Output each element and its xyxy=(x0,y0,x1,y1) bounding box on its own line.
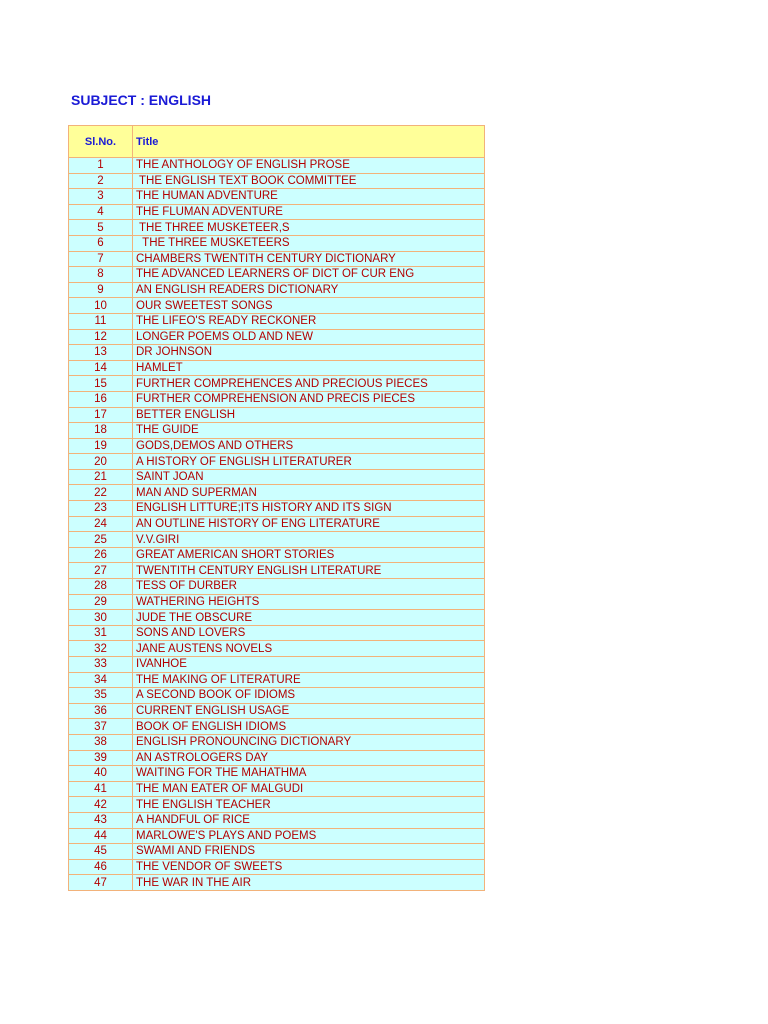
table-row xyxy=(69,423,485,439)
table-body xyxy=(69,158,485,891)
cell-title: THE ANTHOLOGY OF ENGLISH PROSE xyxy=(133,158,485,174)
cell-slno: 26 xyxy=(69,547,133,563)
cell-slno: 11 xyxy=(69,313,133,329)
table-row xyxy=(69,844,485,860)
cell-slno: 16 xyxy=(69,391,133,407)
table-row xyxy=(69,235,485,251)
table-row xyxy=(69,158,485,174)
cell-title: JUDE THE OBSCURE xyxy=(133,610,485,626)
cell-title: BETTER ENGLISH xyxy=(133,407,485,423)
column-header-slno: Sl.No. xyxy=(69,126,133,158)
cell-title: ENGLISH LITTURE;ITS HISTORY AND ITS SIGN xyxy=(133,501,485,517)
cell-slno: 15 xyxy=(69,376,133,392)
cell-slno: 35 xyxy=(69,688,133,704)
cell-slno: 9 xyxy=(69,282,133,298)
cell-slno: 30 xyxy=(69,610,133,626)
cell-title: WATHERING HEIGHTS xyxy=(133,594,485,610)
table-row xyxy=(69,812,485,828)
cell-slno: 31 xyxy=(69,625,133,641)
cell-slno: 42 xyxy=(69,797,133,813)
cell-slno: 34 xyxy=(69,672,133,688)
table-row xyxy=(69,766,485,782)
cell-slno: 4 xyxy=(69,204,133,220)
cell-title: TWENTITH CENTURY ENGLISH LITERATURE xyxy=(133,563,485,579)
cell-title: THE LIFEO'S READY RECKONER xyxy=(133,313,485,329)
cell-slno: 37 xyxy=(69,719,133,735)
cell-slno: 25 xyxy=(69,532,133,548)
cell-slno: 45 xyxy=(69,844,133,860)
cell-title: LONGER POEMS OLD AND NEW xyxy=(133,329,485,345)
cell-slno: 10 xyxy=(69,298,133,314)
cell-title: HAMLET xyxy=(133,360,485,376)
table-row xyxy=(69,345,485,361)
table-row xyxy=(69,828,485,844)
table-row xyxy=(69,610,485,626)
table-row xyxy=(69,547,485,563)
table-row xyxy=(69,657,485,673)
cell-slno: 32 xyxy=(69,641,133,657)
cell-slno: 28 xyxy=(69,579,133,595)
cell-title: FURTHER COMPREHENSION AND PRECIS PIECES xyxy=(133,391,485,407)
table-row xyxy=(69,407,485,423)
cell-slno: 12 xyxy=(69,329,133,345)
table-row xyxy=(69,781,485,797)
cell-slno: 41 xyxy=(69,781,133,797)
cell-slno: 22 xyxy=(69,485,133,501)
cell-title: THE HUMAN ADVENTURE xyxy=(133,189,485,205)
table-header-row xyxy=(69,126,485,158)
table-row xyxy=(69,485,485,501)
table-row xyxy=(69,532,485,548)
cell-slno: 21 xyxy=(69,469,133,485)
cell-title: CURRENT ENGLISH USAGE xyxy=(133,703,485,719)
cell-title: ENGLISH PRONOUNCING DICTIONARY xyxy=(133,734,485,750)
table-row xyxy=(69,703,485,719)
cell-slno: 13 xyxy=(69,345,133,361)
cell-title: THE ADVANCED LEARNERS OF DICT OF CUR ENG xyxy=(133,267,485,283)
cell-slno: 44 xyxy=(69,828,133,844)
cell-title: OUR SWEETEST SONGS xyxy=(133,298,485,314)
cell-title: THE WAR IN THE AIR xyxy=(133,875,485,891)
table-row xyxy=(69,267,485,283)
cell-slno: 1 xyxy=(69,158,133,174)
cell-title: GREAT AMERICAN SHORT STORIES xyxy=(133,547,485,563)
table-row xyxy=(69,220,485,236)
table-row xyxy=(69,329,485,345)
cell-slno: 43 xyxy=(69,812,133,828)
cell-slno: 2 xyxy=(69,173,133,189)
cell-slno: 14 xyxy=(69,360,133,376)
cell-title: A SECOND BOOK OF IDIOMS xyxy=(133,688,485,704)
cell-title: JANE AUSTENS NOVELS xyxy=(133,641,485,657)
table-row xyxy=(69,282,485,298)
table-row xyxy=(69,438,485,454)
table-row xyxy=(69,298,485,314)
table-row xyxy=(69,251,485,267)
page-title: SUBJECT : ENGLISH xyxy=(71,92,212,108)
cell-title: TESS OF DURBER xyxy=(133,579,485,595)
table-row xyxy=(69,875,485,891)
table-row xyxy=(69,594,485,610)
cell-slno: 47 xyxy=(69,875,133,891)
cell-title: SONS AND LOVERS xyxy=(133,625,485,641)
cell-slno: 3 xyxy=(69,189,133,205)
cell-title: THE ENGLISH TEXT BOOK COMMITTEE xyxy=(133,173,485,189)
cell-title: CHAMBERS TWENTITH CENTURY DICTIONARY xyxy=(133,251,485,267)
cell-title: SWAMI AND FRIENDS xyxy=(133,844,485,860)
table-row xyxy=(69,579,485,595)
cell-slno: 39 xyxy=(69,750,133,766)
cell-title: V.V.GIRI xyxy=(133,532,485,548)
cell-title: WAITING FOR THE MAHATHMA xyxy=(133,766,485,782)
cell-slno: 7 xyxy=(69,251,133,267)
cell-title: BOOK OF ENGLISH IDIOMS xyxy=(133,719,485,735)
cell-title: AN ENGLISH READERS DICTIONARY xyxy=(133,282,485,298)
table-row xyxy=(69,376,485,392)
table-row xyxy=(69,501,485,517)
cell-title: SAINT JOAN xyxy=(133,469,485,485)
column-header-title: Title xyxy=(133,126,485,158)
table-row xyxy=(69,360,485,376)
table-row xyxy=(69,313,485,329)
cell-slno: 18 xyxy=(69,423,133,439)
cell-slno: 46 xyxy=(69,859,133,875)
table-row xyxy=(69,719,485,735)
table-row xyxy=(69,672,485,688)
cell-title: FURTHER COMPREHENCES AND PRECIOUS PIECES xyxy=(133,376,485,392)
cell-slno: 29 xyxy=(69,594,133,610)
cell-slno: 19 xyxy=(69,438,133,454)
table-row xyxy=(69,189,485,205)
cell-slno: 24 xyxy=(69,516,133,532)
cell-slno: 6 xyxy=(69,235,133,251)
cell-title: THE THREE MUSKETEERS xyxy=(133,235,485,251)
cell-title: THE FLUMAN ADVENTURE xyxy=(133,204,485,220)
cell-slno: 36 xyxy=(69,703,133,719)
table-row xyxy=(69,516,485,532)
cell-slno: 5 xyxy=(69,220,133,236)
book-list-table xyxy=(68,125,485,891)
table-row xyxy=(69,391,485,407)
table-row xyxy=(69,204,485,220)
table-row xyxy=(69,454,485,470)
cell-title: THE MAKING OF LITERATURE xyxy=(133,672,485,688)
cell-title: AN ASTROLOGERS DAY xyxy=(133,750,485,766)
cell-title: AN OUTLINE HISTORY OF ENG LITERATURE xyxy=(133,516,485,532)
cell-slno: 8 xyxy=(69,267,133,283)
cell-title: THE ENGLISH TEACHER xyxy=(133,797,485,813)
cell-title: IVANHOE xyxy=(133,657,485,673)
table-row xyxy=(69,173,485,189)
cell-title: THE VENDOR OF SWEETS xyxy=(133,859,485,875)
cell-slno: 40 xyxy=(69,766,133,782)
cell-title: THE MAN EATER OF MALGUDI xyxy=(133,781,485,797)
cell-title: GODS,DEMOS AND OTHERS xyxy=(133,438,485,454)
table-row xyxy=(69,797,485,813)
cell-title: THE THREE MUSKETEER,S xyxy=(133,220,485,236)
table-row xyxy=(69,688,485,704)
cell-title: MARLOWE'S PLAYS AND POEMS xyxy=(133,828,485,844)
table-row xyxy=(69,750,485,766)
cell-title: DR JOHNSON xyxy=(133,345,485,361)
cell-slno: 23 xyxy=(69,501,133,517)
table-row xyxy=(69,563,485,579)
table-row xyxy=(69,625,485,641)
cell-slno: 38 xyxy=(69,734,133,750)
cell-title: A HISTORY OF ENGLISH LITERATURER xyxy=(133,454,485,470)
table-row xyxy=(69,734,485,750)
cell-slno: 20 xyxy=(69,454,133,470)
cell-title: THE GUIDE xyxy=(133,423,485,439)
table-row xyxy=(69,469,485,485)
cell-slno: 33 xyxy=(69,657,133,673)
cell-slno: 27 xyxy=(69,563,133,579)
cell-slno: 17 xyxy=(69,407,133,423)
table-row xyxy=(69,641,485,657)
table-row xyxy=(69,859,485,875)
cell-title: MAN AND SUPERMAN xyxy=(133,485,485,501)
cell-title: A HANDFUL OF RICE xyxy=(133,812,485,828)
